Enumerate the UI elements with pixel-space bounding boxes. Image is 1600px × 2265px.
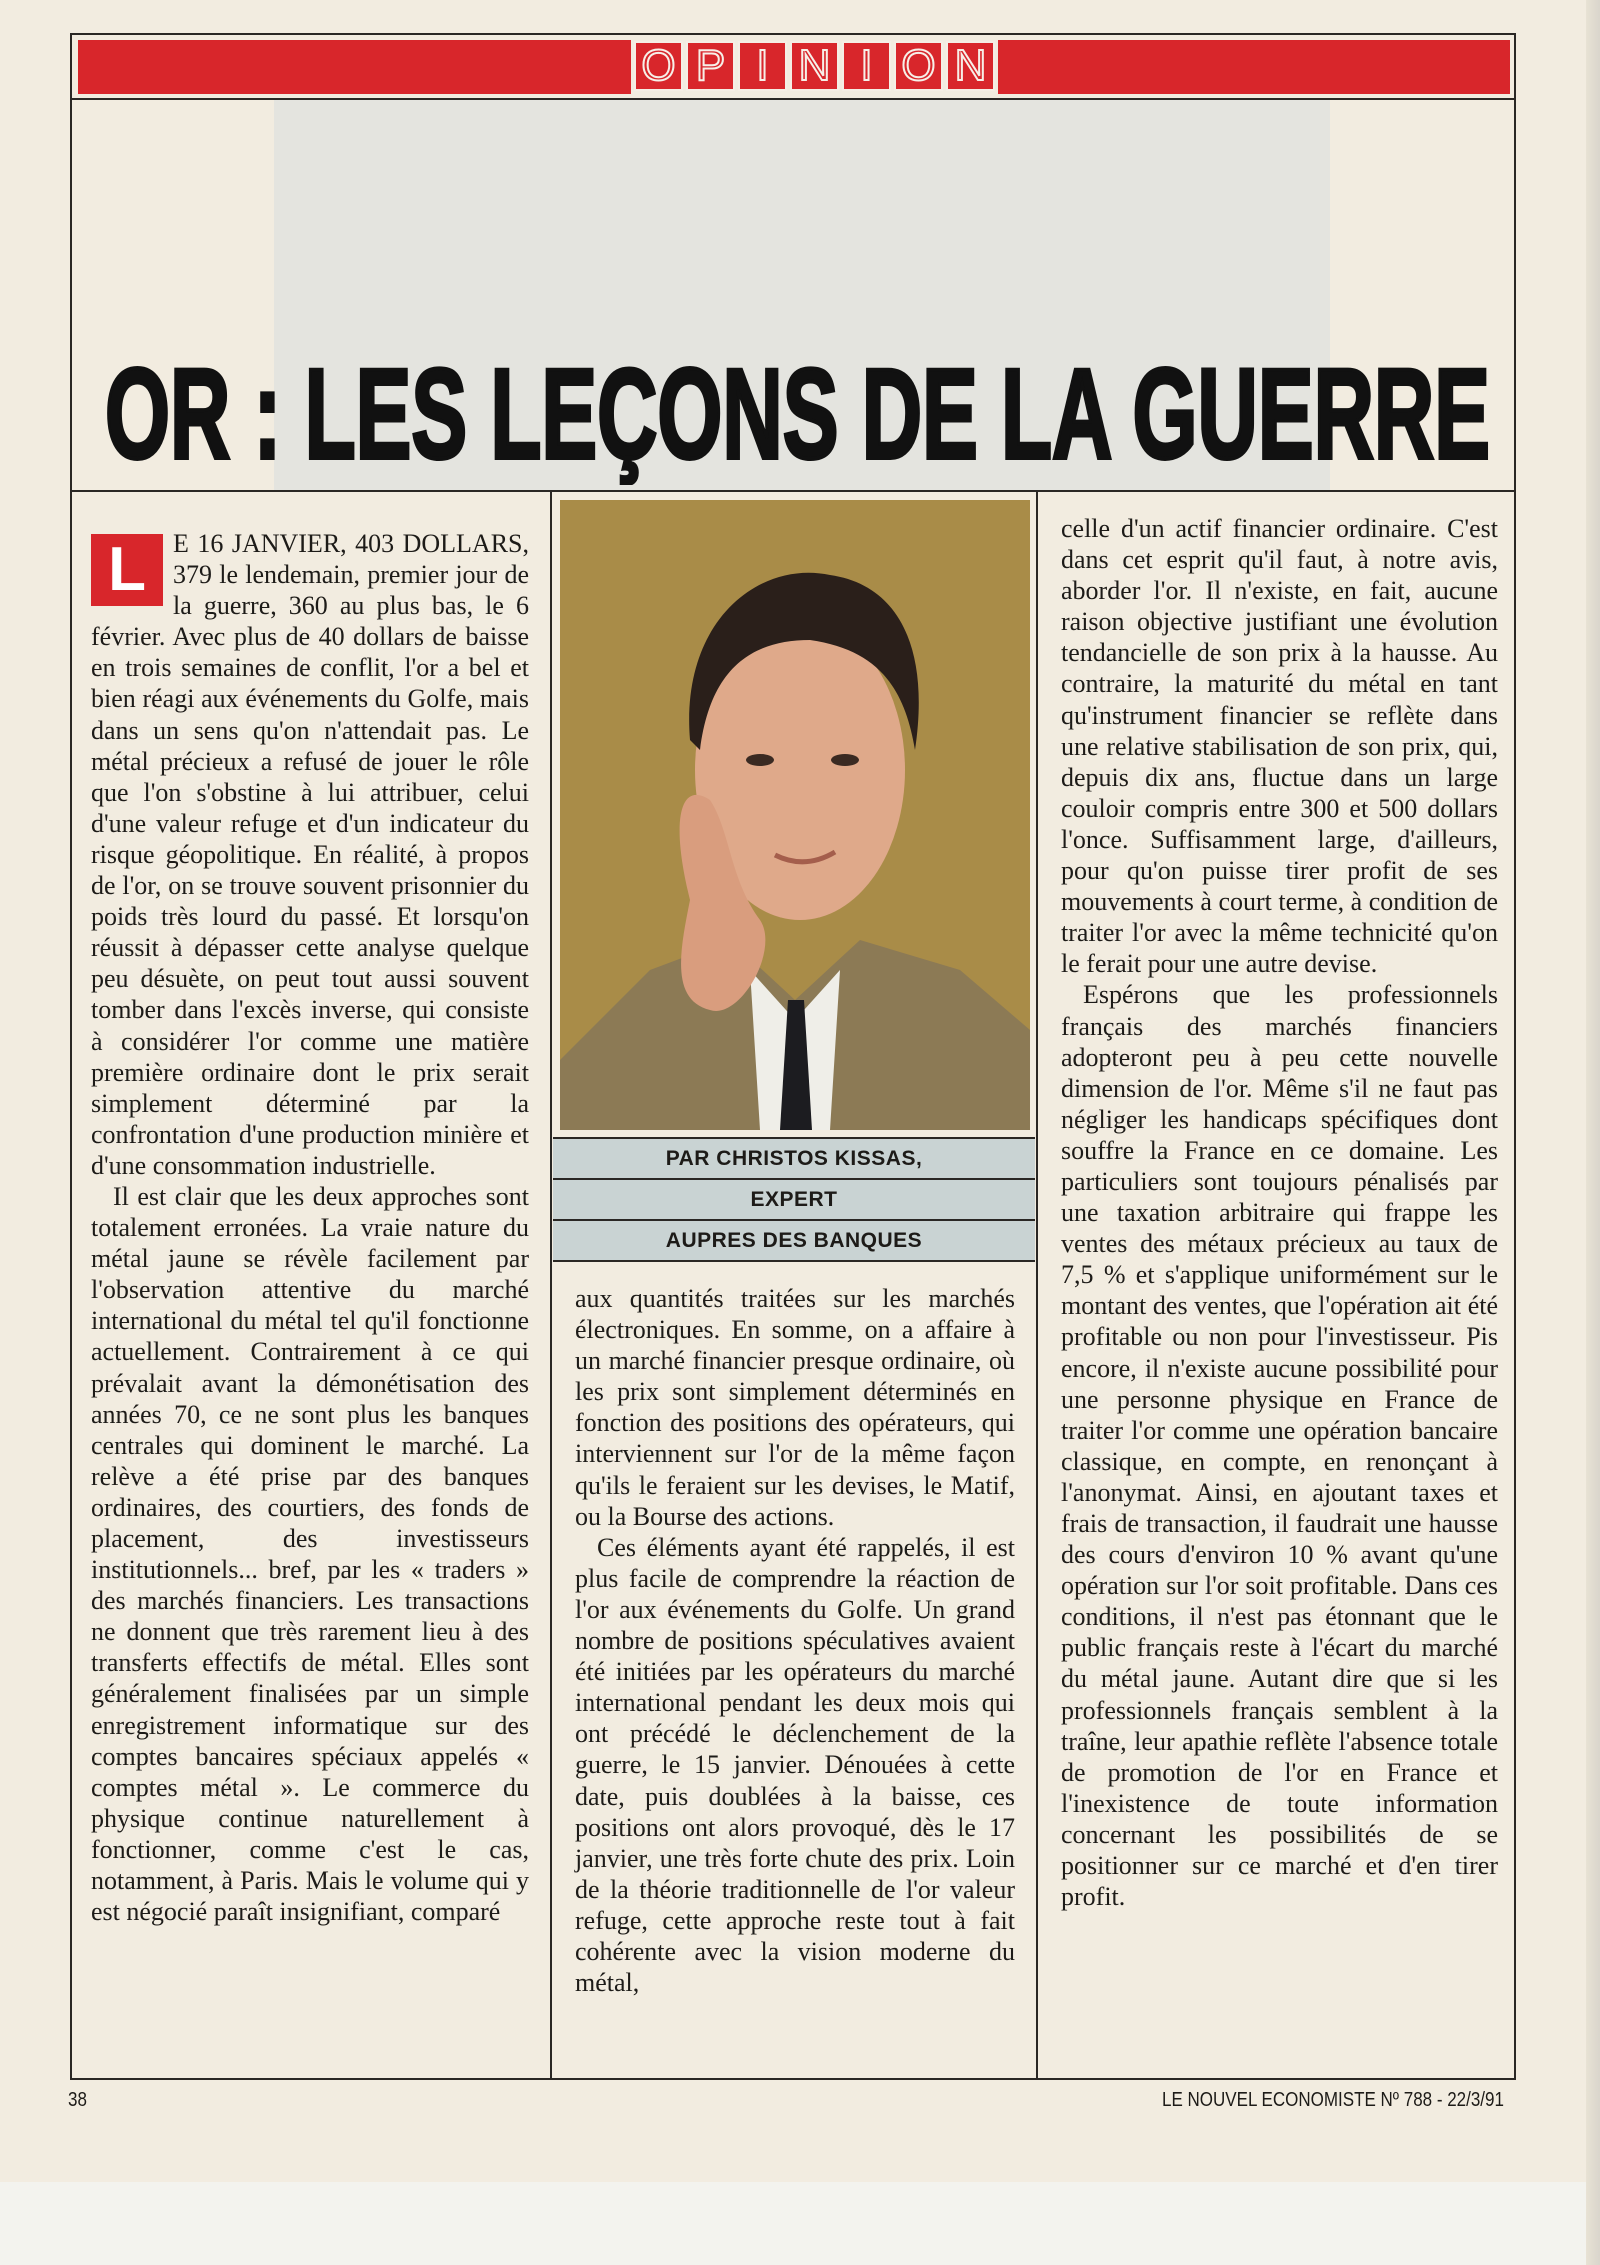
author-portrait xyxy=(560,500,1030,1130)
column-rule xyxy=(1036,492,1038,2080)
byline-author: PAR CHRISTOS KISSAS, xyxy=(553,1137,1035,1178)
section-letter: P xyxy=(686,41,735,91)
page-edge xyxy=(1586,0,1600,2265)
paragraph: Il est clair que les deux approches sont totalement erronées. La vraie nature du métal jaune se révèle facilement par l'observation attentive du marché international du métal tel qu'il fonctionne actuellement. Contrairement à ce qui prévalait avant la démonétisation des années 70, ce ne sont plus les banques centrales qui dominent le marché. La relève a été prise par des banques ordinaires, des courtiers, des fonds de placement, des investisseurs institutionnels... bref, par les « traders » des marchés financiers. Les transactions ne donnent que très rarement lieu à des transferts effectifs de métal. Elles sont généralement finalisées par un simple enregistrement informatique sur des comptes bancaires spéciaux appelés « comptes métal ». Le commerce du physique continue naturellement à fonctionner, comme c'est le cas, notamment, à Paris. Mais le volume qui y est négocié paraît insignifiant, comparé xyxy=(91,1181,529,1927)
section-letter: I xyxy=(842,41,891,91)
headline-text: OR : LES LEÇONS DE LA GUERRE xyxy=(105,355,1490,485)
byline-affiliation: AUPRES DES BANQUES xyxy=(553,1219,1035,1262)
headline xyxy=(105,355,1495,485)
article-column-1 xyxy=(91,528,529,1927)
paragraph: E 16 JANVIER, 403 DOLLARS, 379 le lendemain, premier jour de la guerre, 360 au plus bas, le 6 février. Avec plus de 40 dollars de baisse en trois semaines de conflit, l'or a bel et bien réagi aux événements du Golfe, mais dans un sens qu'on n'attendait pas. Le métal précieux a refusé de jouer le rôle que l'on s'obstine à lui attribuer, celui d'une valeur refuge et d'un indicateur du risque géopolitique. En réalité, à propos de l'or, on se trouve souvent prisonnier du poids très lourd du passé. Et lorsqu'on réussit à dépasser cette analyse quelque peu désuète, on peut tout aussi souvent tomber dans l'excès inverse, qui consiste à considérer l'or comme une matière première ordinaire dont le prix serait simplement déterminé par la confrontation d'une production minière et d'une consommation industrielle. xyxy=(91,529,529,1180)
divider xyxy=(70,490,1516,492)
article-column-3 xyxy=(1061,513,1498,1912)
page-number: 38 xyxy=(68,2089,87,2111)
byline-role: EXPERT xyxy=(553,1178,1035,1219)
paragraph: Ces éléments ayant été rappelés, il est plus facile de comprendre la réaction de l'or aux événements du Golfe. Un grand nombre de positions spéculatives avaient été initiées par les opérateurs du marché international pendant les deux mois qui ont précédé le déclenchement de la guerre, le 15 janvier. Dénouées à cette date, puis doublées à la baisse, ces positions ont alors provoqué, dès le 17 janvier, une très forte chute des prix. Loin de la théorie traditionnelle de l'or valeur refuge, cette approche reste tout à fait cohérente avec la vision moderne du métal, xyxy=(575,1532,1015,1998)
section-label-opinion xyxy=(631,38,998,94)
paragraph: celle d'un actif financier ordinaire. C'est dans cet esprit qu'il faut, à notre avis, aborder l'or. Il n'existe, en fait, aucune raison objective justifiant une évolution tendancielle de son prix à la hausse. Au contraire, la maturité du métal en tant qu'instrument financier se reflète dans une relative stabilisation de son prix, qui, depuis dix ans, fluctue dans un large couloir compris entre 300 et 500 dollars l'once. Suffisamment large, d'ailleurs, pour qu'on puisse tirer profit de ses mouvements à court terme, à condition de traiter l'or avec la même technicité qu'on le ferait pour une autre devise. xyxy=(1061,514,1498,979)
paragraph: aux quantités traitées sur les marchés électroniques. En somme, on a affaire à un marché financier presque ordinaire, où les prix sont simplement déterminés en fonction des positions des opérateurs, qui interviennent sur l'or de la même façon qu'ils le feraient sur les devises, le Matif, ou la Bourse des actions. xyxy=(575,1284,1015,1531)
section-letter: O xyxy=(634,41,683,91)
paragraph: Espérons que les professionnels français des marchés financiers adopteront peu à peu cette nouvelle dimension de l'or. Même s'il ne faut pas négliger les handicaps spécifiques dont souffre la France en ce domaine. Les particuliers sont toujours pénalisés par une taxation arbitraire qui frappe les ventes des métaux précieux au taux de 7,5 % et s'applique uniformément sur le montant des ventes, que l'opération ait été profitable ou non pour l'investisseur. Pis encore, il n'existe aucune possibilité pour une personne physique en France de traiter l'or comme une opération bancaire classique, en compte, en renonçant à l'anonymat. Ainsi, en ajoutant taxes et frais de transaction, il faudrait une hausse des cours d'environ 10 % avant qu'une opération sur l'or soit profitable. Dans ces conditions, il n'est pas étonnant que le public français reste à l'écart du marché du métal jaune. Autant dire que si les professionnels français semblent à la traîne, leur apathie reflète l'absence totale de promotion de l'or en France et l'inexistence de toute information concernant les possibilités de se positionner sur ce marché et d'en tirer profit. xyxy=(1061,980,1498,1912)
publication-info: LE NOUVEL ECONOMISTE Nº 788 - 22/3/91 xyxy=(1162,2089,1504,2111)
section-letter: N xyxy=(946,41,995,91)
divider xyxy=(70,98,1516,100)
article-column-2 xyxy=(575,1283,1015,1998)
section-letter: O xyxy=(894,41,943,91)
drop-cap: L xyxy=(91,534,163,606)
scan-margin xyxy=(0,2182,1600,2265)
column-rule xyxy=(550,492,552,2080)
section-letter: I xyxy=(738,41,787,91)
section-letter: N xyxy=(790,41,839,91)
